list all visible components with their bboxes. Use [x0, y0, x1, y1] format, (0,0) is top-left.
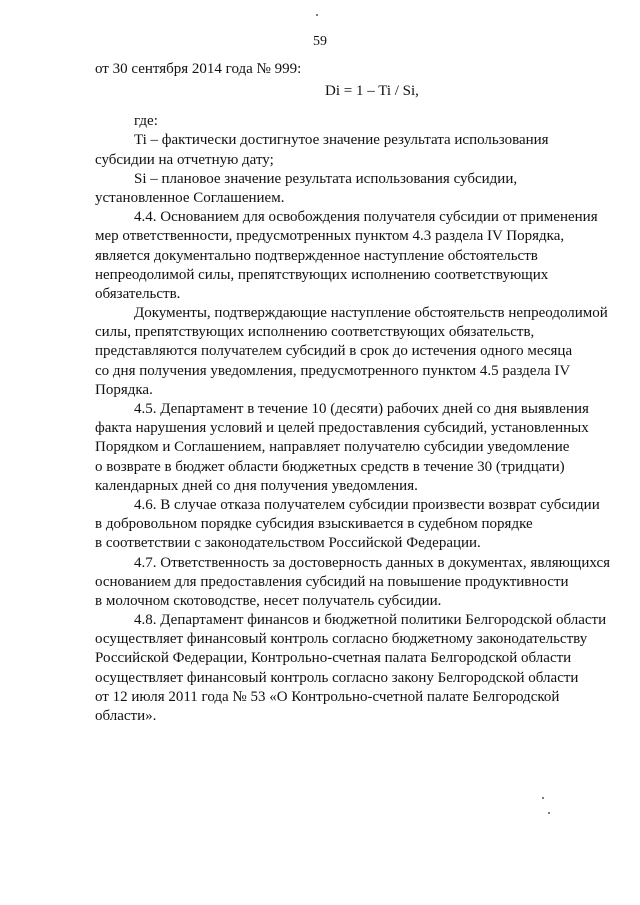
paragraph-line: обязательств.	[95, 285, 181, 302]
paragraph-4-4	[95, 208, 618, 304]
scan-speck	[542, 797, 544, 799]
intro-line: от 30 сентября 2014 года № 999:	[95, 61, 302, 77]
si-definition-line: установленное Соглашением.	[95, 189, 285, 206]
paragraph-documents	[95, 304, 618, 400]
paragraph-line: 4.8. Департамент финансов и бюджетной политики Белгородской области	[134, 612, 607, 629]
paragraph-line: факта нарушения условий и целей предоставления субсидий, установленных	[95, 420, 589, 437]
paragraph-line: в соответствии с законодательством Российской Федерации.	[95, 535, 481, 552]
si-definition	[95, 170, 618, 208]
paragraph-line: календарных дней со дня получения уведомления.	[95, 477, 418, 494]
paragraph-line: мер ответственности, предусмотренных пунктом 4.3 раздела IV Порядка,	[95, 228, 565, 245]
paragraph-4-6	[95, 496, 618, 554]
ti-definition-line: Ti – фактически достигнутое значение результата использования	[134, 132, 549, 149]
paragraph-line: силы, препятствующих исполнению соответствующих обязательств,	[95, 324, 535, 341]
paragraph-line: Документы, подтверждающие наступление обстоятельств непреодолимой	[134, 305, 608, 322]
where-label: где:	[134, 113, 158, 130]
si-definition-line: Si – плановое значение результата использования субсидии,	[134, 170, 518, 187]
document-body	[95, 60, 618, 726]
paragraph-line: представляются получателем субсидий в срок до истечения одного месяца	[95, 343, 573, 360]
paragraph-4-7	[95, 554, 618, 612]
paragraph-line: в добровольном порядке субсидия взыскивается в судебном порядке	[95, 516, 533, 533]
paragraph-line: 4.5. Департамент в течение 10 (десяти) рабочих дней со дня выявления	[134, 401, 589, 417]
paragraph-line: является документально подтвержденное наступление обстоятельств	[95, 247, 538, 264]
ti-definition-line: субсидии на отчетную дату;	[95, 151, 274, 168]
ti-definition	[95, 131, 618, 169]
formula-spacer	[95, 79, 618, 107]
scan-speck	[548, 812, 550, 814]
paragraph-line: основанием для предоставления субсидий на повышение продуктивности	[95, 573, 569, 590]
paragraph-line: осуществляет финансовый контроль согласно закону Белгородской области	[95, 669, 579, 686]
scan-speck	[316, 14, 318, 16]
paragraph-4-8	[95, 611, 618, 726]
paragraph-line: Российской Федерации, Контрольно-счетная палата Белгородской области	[95, 650, 572, 667]
paragraph-line: 4.7. Ответственность за достоверность данных в документах, являющихся	[134, 554, 611, 571]
paragraph-line: Порядком и Соглашением, направляет получателю субсидии уведомление	[95, 439, 570, 456]
paragraph-line: Порядка.	[95, 381, 153, 398]
formula: Di = 1 – Ti / Si,	[325, 83, 419, 99]
paragraph-line: 4.4. Основанием для освобождения получателя субсидии от применения	[134, 209, 598, 226]
paragraph-line: о возврате в бюджет области бюджетных средств в течение 30 (тридцати)	[95, 458, 565, 475]
paragraph-line: со дня получения уведомления, предусмотренного пунктом 4.5 раздела IV	[95, 362, 571, 379]
paragraph-4-5	[95, 400, 618, 496]
paragraph-line: от 12 июля 2011 года № 53 «О Контрольно-счетной палате Белгородской	[95, 688, 560, 705]
paragraph-line: непреодолимой силы, препятствующих исполнению соответствующих	[95, 266, 549, 283]
page-number: 59	[313, 34, 327, 49]
paragraph-line: в молочном скотоводстве, несет получатель субсидии.	[95, 592, 442, 609]
paragraph-line: 4.6. В случае отказа получателем субсидии произвести возврат субсидии	[134, 496, 600, 513]
paragraph-line: области».	[95, 708, 157, 724]
paragraph-line: осуществляет финансовый контроль согласно бюджетному законодательству	[95, 631, 588, 648]
